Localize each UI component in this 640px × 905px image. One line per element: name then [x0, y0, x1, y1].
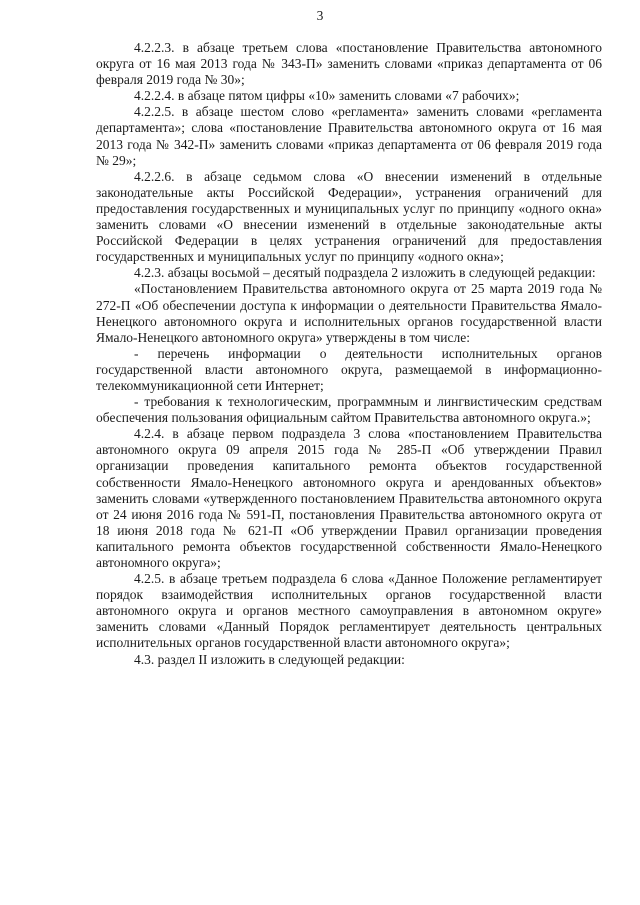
paragraph-quote-resolution: «Постановлением Правительства автономного округа от 25 марта 2019 года № 272-П «Об обеспечении доступа к информации о деятельности Правительства Ямало-Ненецкого автономного округа и исполнительных органов государственной власти Ямало-Ненецкого автономного округа» утверждены в том числе:: [96, 281, 602, 345]
paragraph-4-2-5: 4.2.5. в абзаце третьем подраздела 6 слова «Данное Положение регламентирует порядок взаимодействия исполнительных органов государственной власти автономного округа и органов местного самоуправления в автономном округе» заменить словами «Данный Порядок регламентирует деятельность центральных исполнительных органов государственной власти автономного округа»;: [96, 571, 602, 651]
document-body: [96, 40, 602, 668]
paragraph-4-2-2-4: 4.2.2.4. в абзаце пятом цифры «10» заменить словами «7 рабочих»;: [134, 88, 520, 104]
paragraph-4-3: 4.3. раздел II изложить в следующей редакции:: [134, 651, 405, 667]
paragraph-list-item-trebovaniya: - требования к технологическим, программным и лингвистическим средствам обеспечения пользования официальным сайтом Правительства автономного округа.»;: [96, 394, 602, 426]
page-number: 3: [316, 8, 324, 23]
paragraph-4-2-2-6: 4.2.2.6. в абзаце седьмом слова «О внесении изменений в отдельные законодательные акты Российской Федерации», устранения ограничений для предоставления государственных и муниципальных услуг по принципу «одного окна» заменить словами «О внесении изменений в отдельные законодательные акты Российской Федерации в целях устранения ограничений для предоставления государственных и муниципальных услуг по принципу «одного окна»;: [96, 168, 602, 265]
paragraph-4-2-3: 4.2.3. абзацы восьмой – десятый подраздела 2 изложить в следующей редакции:: [134, 265, 596, 281]
paragraph-4-2-2-5: 4.2.2.5. в абзаце шестом слово «регламента» заменить словами «регламента департамента»; слова «постановление Правительства автономного округа от 16 мая 2013 года № 342-П» заменить словами «приказ департамента от 06 февраля 2019 года № 29»;: [96, 104, 602, 168]
paragraph-4-2-2-3: 4.2.2.3. в абзаце третьем слова «постановление Правительства автономного округа от 16 мая 2013 года № 343-П» заменить словами «приказ департамента от 06 февраля 2019 года № 30»;: [96, 40, 602, 88]
paragraph-list-item-perechen: - перечень информации о деятельности исполнительных органов государственной власти автономного округа, размещаемой в информационно-телекоммуникационной сети Интернет;: [96, 345, 602, 393]
paragraph-4-2-4: 4.2.4. в абзаце первом подраздела 3 слова «постановлением Правительства автономного округа 09 апреля 2015 года № 285-П «Об утверждении Правил организации проведения капитального ремонта объектов государственной собственности Ямало-Ненецкого автономного округа и арендованных объектов» заменить словами «утвержденного постановлением Правительства автономного округа от 24 июня 2016 года № 591-П, постановления Правительства автономного округа от 18 июня 2018 года № 621-П «Об утверждении Правил организации проведения капитального ремонта объектов государственной собственности Ямало-Ненецкого автономного округа»;: [96, 426, 602, 570]
